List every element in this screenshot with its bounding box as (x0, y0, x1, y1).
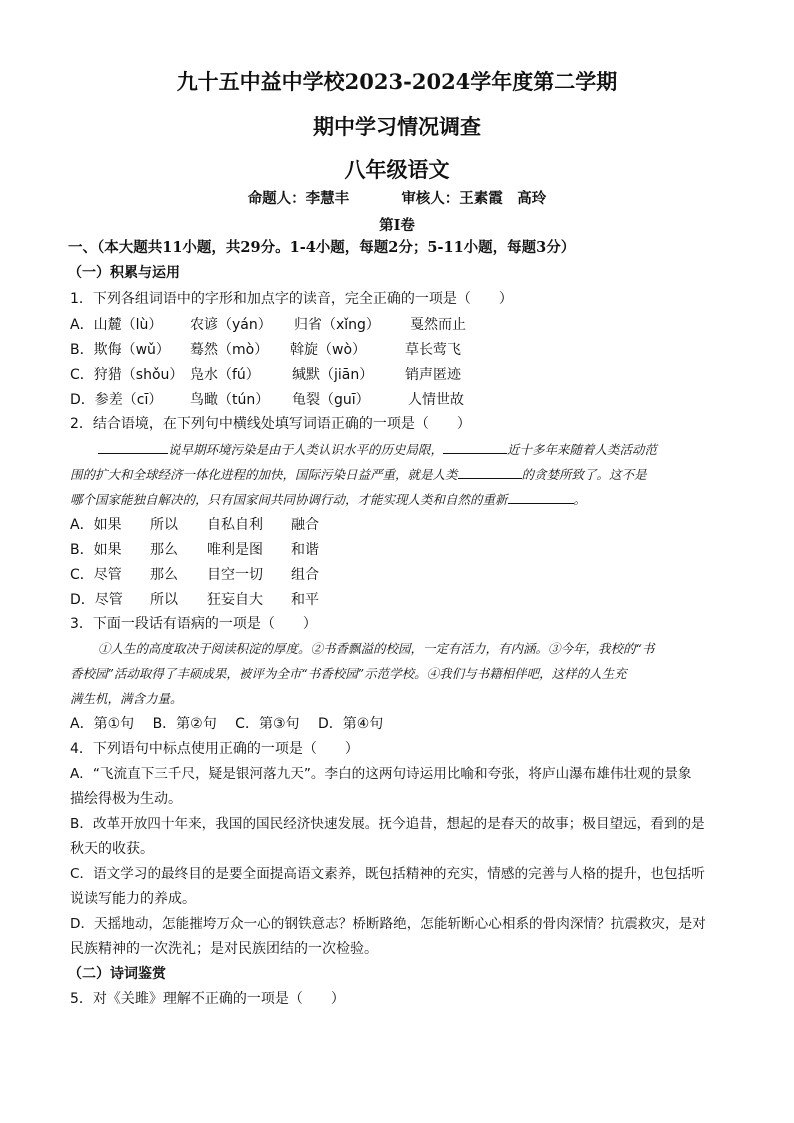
q1-b-1: B．欺侮（wǔ） (70, 342, 170, 358)
authors-line (0, 187, 794, 208)
subject-title: 八年级语文 (344, 157, 450, 182)
q2-d-4: 和平 (291, 592, 319, 608)
q1-a-2: 农谚（yán） (190, 317, 272, 333)
q2-b-4: 和谐 (291, 542, 319, 558)
q1-a-3: 归省（xǐng） (294, 317, 380, 333)
q2-passage-line3: 哪个国家能独自解决的，只有国家间共同协调行动，才能实现人类和自然的重新 。 (70, 489, 730, 510)
q4-c-line1: C．语文学习的最终目的是要全面提高语文素养，既包括精神的充实，情感的完善与人格的提升，也包括听 (70, 866, 705, 882)
q3-stem: 3．下面一段话有语病的一项是（ ） (70, 616, 317, 632)
q2-p1a: 说早期环境污染是由于人类认识水平的历史局限， (168, 442, 444, 457)
q3-passage-line3: 满生机，满含力量。 (70, 691, 183, 706)
q3-passage-line1: ①人生的高度取决于阅读积淀的厚度。②书香飘溢的校园，一定有活力，有内涵。③今年，我校的“书 (98, 641, 655, 656)
q4-c-line2: 说读写能力的养成。 (70, 891, 196, 907)
q2-d-3: 狂妄自大 (207, 592, 263, 608)
q2-p2b: 的贪婪所致了。这不是 (521, 467, 647, 482)
q2-a-4: 融合 (291, 517, 319, 533)
q1-d-3: 龟裂（guī） (292, 392, 370, 408)
blank-4 (508, 489, 574, 504)
q1-c-2: 凫水（fú） (190, 367, 260, 383)
q1-d-1: D．参差（cī） (70, 392, 163, 408)
q2-a-3: 自私自利 (207, 517, 263, 533)
q4-a-line2: 描绘得极为生动。 (70, 791, 182, 807)
blank-2 (443, 439, 507, 454)
q2-p2a: 围的扩大和全球经济一体化进程的加快，国际污染日益严重，就是人类 (70, 467, 458, 482)
q2-a-2: 所以 (150, 517, 178, 533)
section1-heading: 一、（本大题共11小题，共29分。1-4小题，每题2分；5-11小题，每题3分） (68, 239, 576, 256)
blank-1 (98, 439, 168, 454)
q2-c-3: 目空一切 (207, 567, 263, 583)
q2-d-1: D．尽管 (70, 592, 123, 608)
q2-c-4: 组合 (291, 567, 319, 583)
q2-c-2: 那么 (150, 567, 178, 583)
q1-a-4: 戛然而止 (410, 317, 466, 333)
q1-c-1: C．狩猎（shǒu） (70, 367, 184, 383)
q4-a-line1: A．“飞流直下三千尺，疑是银河落九天”。李白的这两句诗运用比喻和夸张，将庐山瀑布雄伟壮观的景象 (70, 766, 692, 782)
q3-options: A．第①句 B．第②句 C．第③句 D．第④句 (70, 716, 384, 732)
part2-heading: （二）诗词鉴赏 (68, 966, 166, 982)
school-term-title: 九十五中益中学校2023-2024学年度第二学期 (176, 69, 618, 94)
q2-b-3: 唯利是图 (207, 542, 263, 558)
q1-d-4: 人情世故 (408, 392, 464, 408)
q2-d-2: 所以 (150, 592, 178, 608)
q2-b-1: B．如果 (70, 542, 122, 558)
q2-c-1: C．尽管 (70, 567, 122, 583)
q2-passage-line2 (70, 464, 730, 485)
q1-b-4: 草长莺飞 (405, 342, 461, 358)
q2-p1b: 近十多年来随着人类活动范 (507, 442, 658, 457)
q1-b-2: 蓦然（mò） (190, 342, 269, 358)
exam-name-title: 期中学习情况调查 (313, 114, 481, 139)
part1-heading: （一）积累与运用 (68, 265, 180, 281)
q4-b-line2: 秋天的收获。 (70, 841, 154, 857)
q4-d-line1: D．天摇地动，怎能摧垮万众一心的钢铁意志？桥断路绝，怎能斩断心心相系的骨肉深情？抗震救灾，是对 (70, 916, 706, 932)
q5-stem: 5．对《关雎》理解不正确的一项是（ ） (70, 991, 345, 1007)
q2-passage-line1 (98, 439, 728, 460)
q3-passage-line2: 香校园”活动取得了丰硕成果，被评为全市“书香校园”示范学校。④我们与书籍相伴吧，这样的人生充 (70, 666, 627, 681)
q2-stem: 2．结合语境，在下列句中横线处填写词语正确的一项是（ ） (70, 416, 471, 432)
q1-d-2: 鸟瞰（tún） (190, 392, 270, 408)
q1-stem: 1．下列各组词语中的字形和加点字的读音，完全正确的一项是（ ） (70, 291, 513, 307)
q4-b-line1: B．改革开放四十年来，我国的国民经济快速发展。抚今追昔，想起的是春天的故事；极目望远，看到的是 (70, 816, 705, 832)
reviewer: 审核人：王素霞 高玲 (401, 190, 547, 207)
q1-c-4: 销声匿迹 (405, 367, 461, 383)
blank-3 (458, 464, 522, 479)
q2-p3: 哪个国家能独自解决的，只有国家间共同协调行动，才能实现人类和自然的重新 (70, 492, 508, 507)
setter: 命题人：李慧丰 (247, 190, 350, 207)
q2-b-2: 那么 (150, 542, 178, 558)
q1-b-3: 斡旋（wò） (290, 342, 367, 358)
volume-label: 第Ⅰ卷 (379, 217, 415, 234)
q4-d-line2: 民族精神的一次洗礼；是对民族团结的一次检验。 (70, 941, 378, 957)
q2-a-1: A．如果 (70, 517, 122, 533)
q4-stem: 4．下列语句中标点使用正确的一项是（ ） (70, 741, 359, 757)
q1-c-3: 缄默（jiān） (292, 367, 374, 383)
q1-a-1: A．山麓（lù） (70, 317, 163, 333)
